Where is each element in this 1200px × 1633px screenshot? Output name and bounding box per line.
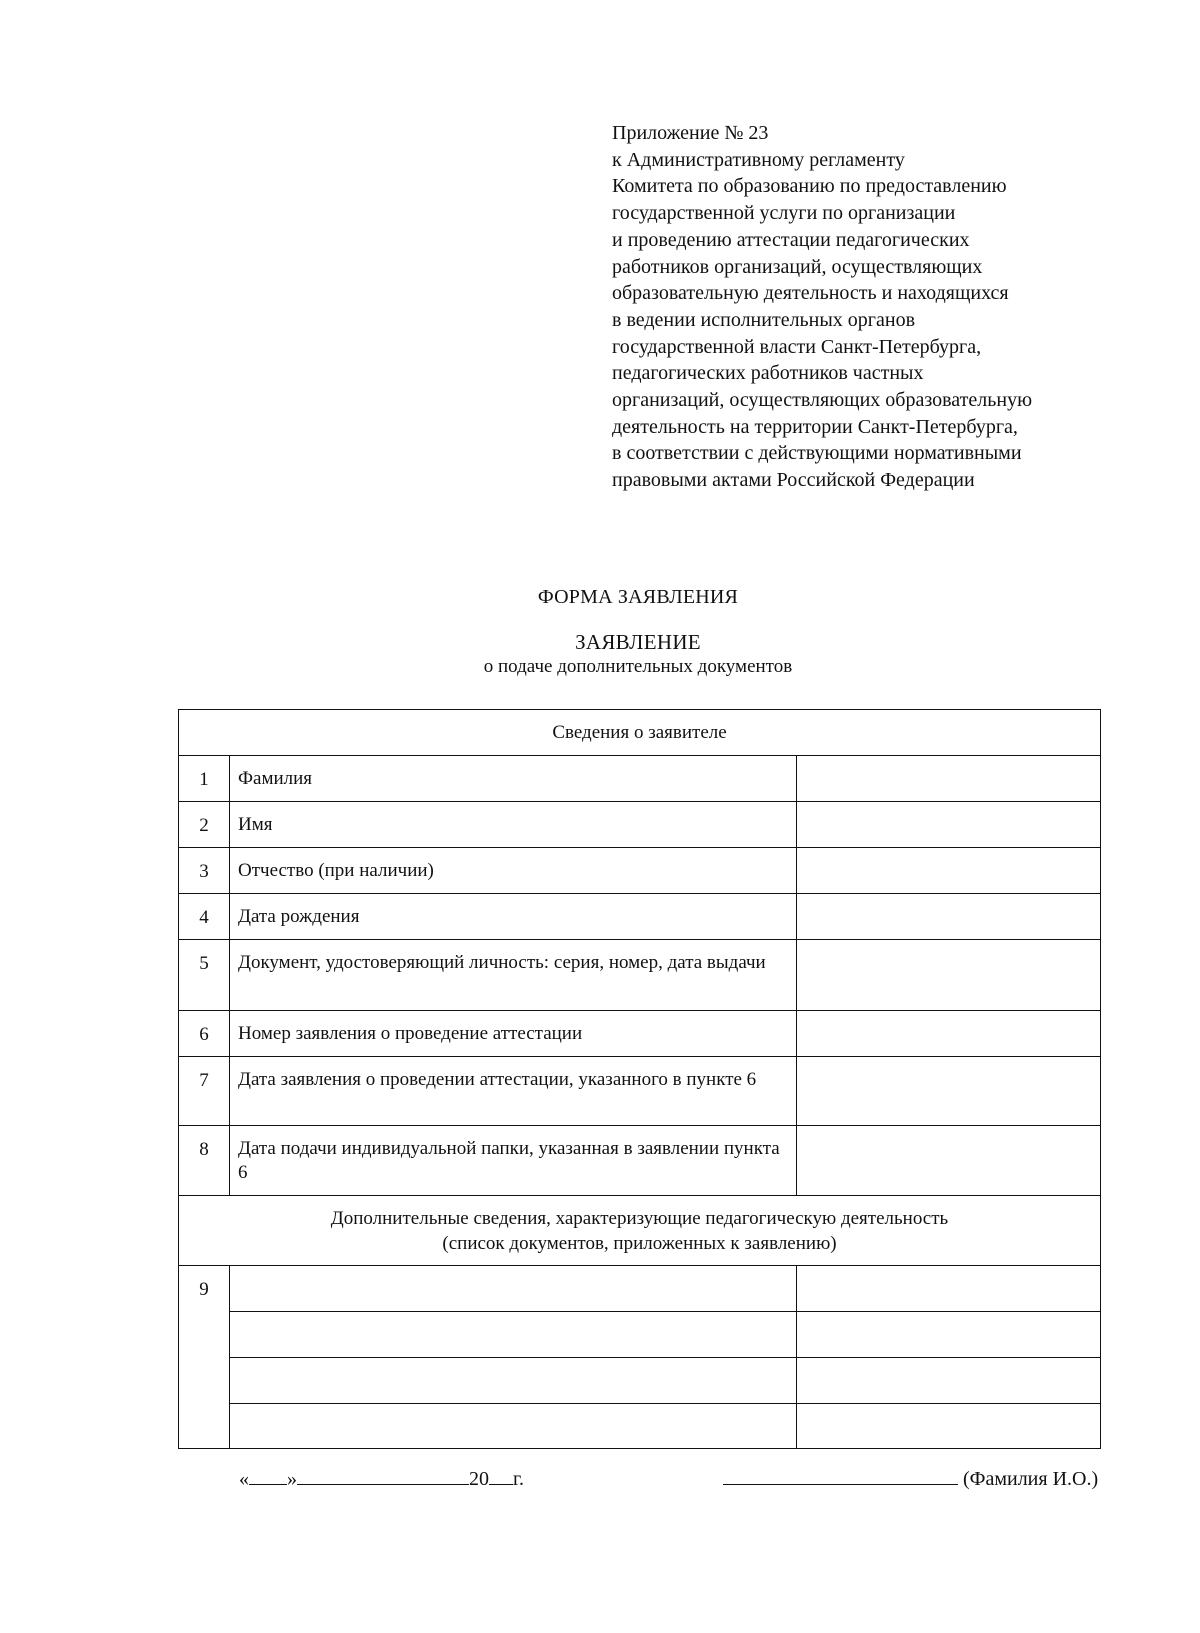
- form-label: ФОРМА ЗАЯВЛЕНИЯ: [537, 586, 739, 608]
- section-additional-info: [179, 1196, 1101, 1266]
- day-blank[interactable]: [249, 1464, 287, 1485]
- table-row: [179, 802, 1101, 848]
- row-label-application-date: Дата заявления о проведении аттестации, указанного в пункте 6: [230, 1057, 797, 1126]
- row-number: 9: [179, 1266, 230, 1449]
- appendix-line: Комитета по образованию по предоставлению: [612, 175, 1007, 198]
- table-row: [179, 1011, 1101, 1057]
- table-row: [179, 894, 1101, 940]
- identity-document-value-cell[interactable]: [797, 940, 1101, 1011]
- table-row: [179, 1266, 1101, 1312]
- application-number-value-cell[interactable]: [797, 1011, 1101, 1057]
- section-applicant-info: Сведения о заявителе: [179, 710, 1101, 756]
- year-suffix: г.: [513, 1468, 524, 1490]
- surname-value-cell[interactable]: [797, 756, 1101, 802]
- document-list-value-cell[interactable]: [797, 1358, 1101, 1404]
- appendix-line: образовательную деятельность и находящихся: [612, 282, 1009, 305]
- table-row: [179, 1057, 1101, 1126]
- appendix-line: организаций, осуществляющих образовательную: [612, 389, 1033, 412]
- signature-line: [723, 1464, 1098, 1491]
- row-number: 8: [179, 1126, 230, 1196]
- table-row: [179, 756, 1101, 802]
- year-blank[interactable]: [489, 1464, 513, 1485]
- document-list-cell[interactable]: [230, 1358, 797, 1404]
- date-close-quote: »: [287, 1468, 297, 1490]
- document-list-value-cell[interactable]: [797, 1404, 1101, 1449]
- application-table: [178, 709, 1101, 1449]
- table-row: [179, 1126, 1101, 1196]
- section-additional-line2: (список документов, приложенных к заявлению): [442, 1232, 837, 1254]
- section-additional-line1: Дополнительные сведения, характеризующие педагогическую деятельность: [330, 1207, 949, 1229]
- document-list-value-cell[interactable]: [797, 1312, 1101, 1358]
- month-blank[interactable]: [297, 1464, 469, 1485]
- row-label-identity-document: Документ, удостоверяющий личность: серия, номер, дата выдачи: [230, 940, 797, 1011]
- document-list-cell[interactable]: [230, 1312, 797, 1358]
- document-list-value-cell[interactable]: [797, 1266, 1101, 1312]
- row-label-name: Имя: [230, 802, 797, 848]
- table-row: [179, 1312, 1101, 1358]
- folder-date-value-cell[interactable]: [797, 1126, 1101, 1196]
- appendix-line: государственной услуги по организации: [612, 202, 956, 225]
- document-subtitle: о подаче дополнительных документов: [483, 656, 793, 677]
- appendix-line: деятельность на территории Санкт-Петербурга,: [612, 415, 1018, 438]
- signature-blank[interactable]: [723, 1464, 958, 1485]
- table-row: [179, 940, 1101, 1011]
- birth-date-value-cell[interactable]: [797, 894, 1101, 940]
- date-open-quote: «: [239, 1468, 249, 1490]
- patronymic-value-cell[interactable]: [797, 848, 1101, 894]
- table-row: [179, 848, 1101, 894]
- appendix-header: [612, 120, 1172, 494]
- row-number: 1: [179, 756, 230, 802]
- section-header-row: [179, 1196, 1101, 1266]
- row-label-application-number: Номер заявления о проведение аттестации: [230, 1011, 797, 1057]
- row-label-folder-date: Дата подачи индивидуальной папки, указанная в заявлении пункта 6: [230, 1126, 797, 1196]
- section-header-row: [179, 710, 1101, 756]
- row-label-birth-date: Дата рождения: [230, 894, 797, 940]
- row-number: 6: [179, 1011, 230, 1057]
- row-number: 2: [179, 802, 230, 848]
- table-row: [179, 1358, 1101, 1404]
- date-line: [239, 1464, 524, 1491]
- signature-label: (Фамилия И.О.): [963, 1468, 1099, 1490]
- row-label-patronymic: Отчество (при наличии): [230, 848, 797, 894]
- appendix-line: Приложение № 23: [612, 122, 769, 144]
- application-date-value-cell[interactable]: [797, 1057, 1101, 1126]
- appendix-line: в ведении исполнительных органов: [612, 308, 916, 331]
- table-row: [179, 1404, 1101, 1449]
- document-list-cell[interactable]: [230, 1404, 797, 1449]
- appendix-line: в соответствии с действующими нормативными: [612, 442, 1022, 465]
- appendix-line: правовыми актами Российской Федерации: [612, 469, 975, 492]
- row-label-surname: Фамилия: [230, 756, 797, 802]
- appendix-line: работников организаций, осуществляющих: [612, 255, 983, 278]
- row-number: 4: [179, 894, 230, 940]
- appendix-line: государственной власти Санкт-Петербурга,: [612, 335, 982, 358]
- row-number: 5: [179, 940, 230, 1011]
- appendix-line: к Административному регламенту: [612, 148, 905, 171]
- appendix-line: педагогических работников частных: [612, 362, 924, 385]
- year-prefix: 20: [469, 1468, 489, 1490]
- document-list-cell[interactable]: [230, 1266, 797, 1312]
- appendix-line: и проведению аттестации педагогических: [612, 228, 970, 251]
- row-number: 3: [179, 848, 230, 894]
- name-value-cell[interactable]: [797, 802, 1101, 848]
- row-number: 7: [179, 1057, 230, 1126]
- document-title: ЗАЯВЛЕНИЕ: [575, 630, 701, 654]
